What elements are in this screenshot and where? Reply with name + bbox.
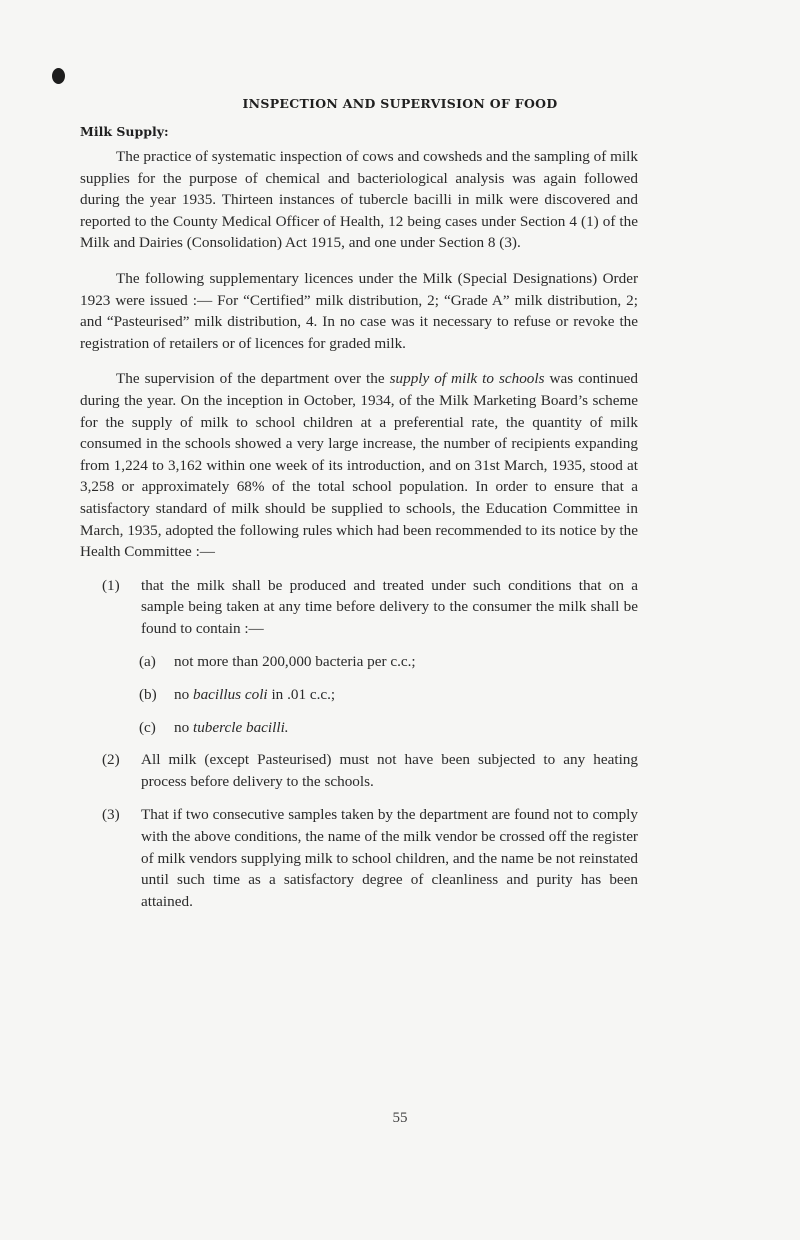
rule-1-b-italic: bacillus coli	[192, 686, 268, 704]
rule-1-a-number: (a)	[139, 653, 156, 671]
rule-1-a-text: not more than 200,000 bacteria per c.c.;	[174, 653, 416, 671]
rule-1-b-pre: no	[174, 686, 193, 704]
rule-3	[80, 804, 638, 912]
rule-1-c-number: (c)	[139, 718, 156, 736]
rule-2-number: (2)	[102, 751, 120, 769]
rule-1-a	[119, 651, 638, 673]
rule-1	[80, 575, 638, 739]
rule-1-c-italic: tubercle bacilli.	[192, 718, 289, 736]
rule-1-c-pre: no	[174, 718, 193, 736]
paragraph-3-start: The supervision of the department over the	[116, 370, 390, 388]
rule-1-text: that the milk shall be produced and treated under such conditions that on a sample being taken at any time before delivery to the consumer the milk shall be found to contain :—	[141, 576, 638, 637]
rule-3-number: (3)	[102, 806, 120, 824]
paragraph-3-italic: supply of milk to schools	[389, 370, 545, 388]
paragraph-3	[80, 368, 638, 562]
rules-list	[80, 575, 638, 913]
paragraph-3-rest: was continued during the year. On the inception in October, 1934, of the Milk Marketing Board’s scheme for the supply of milk to school children at a preferential rate, the quantity of milk consumed in the schools showed a very large increase, the number of recipients expanding from 1,224 to 3,162 within one week of its introduction, and on 31st March, 1935, stood at 3,258 or approximately 68% of the total school population. In order to ensure that a satisfactory standard of milk should be supplied to schools, the Education Committee in March, 1935, adopted the following rules which had been recommended to its notice by the Health Committee :—	[80, 370, 639, 561]
page-title: INSPECTION AND SUPERVISION OF FOOD	[242, 96, 558, 111]
rule-1-b	[119, 684, 638, 706]
paragraph-2: The following supplementary licences under the Milk (Special Designations) Order 1923 were issued :— For “Certified” milk distribution, 2; “Grade A” milk distribution, 2; and “Pasteurised” milk distribution, 4. In no case was it necessary to refuse or revoke the registration of retailers or of licences for graded milk.	[80, 269, 638, 352]
body-text	[80, 146, 638, 924]
rule-1-number: (1)	[102, 576, 120, 594]
rule-1-b-number: (b)	[139, 686, 157, 704]
rule-1-c	[119, 717, 638, 739]
rule-2	[80, 749, 638, 792]
rule-1-b-post: in .01 c.c.;	[267, 686, 336, 704]
page-number: 55	[392, 1110, 408, 1126]
rule-3-text: That if two consecutive samples taken by the department are found not to comply with the above conditions, the name of the milk vendor be crossed off the register of milk vendors supplying milk to school children, and the name be not reinstated until such time as a satisfactory degree of cleanliness and purity has been attained.	[141, 806, 638, 910]
paragraph-1: The practice of systematic inspection of cows and cowsheds and the sampling of milk supplies for the purpose of chemical and bacteriological analysis was again followed during the year 1935. Thirteen instances of tubercle bacilli in milk were discovered and reported to the County Medical Officer of Health, 12 being cases under Section 4 (1) of the Milk and Dairies (Consolidation) Act 1915, and one under Section 8 (3).	[80, 148, 638, 252]
section-heading: Milk Supply:	[80, 124, 169, 139]
punch-hole-mark	[52, 68, 65, 84]
rule-2-text: All milk (except Pasteurised) must not have been subjected to any heating process before delivery to the schools.	[141, 751, 638, 790]
